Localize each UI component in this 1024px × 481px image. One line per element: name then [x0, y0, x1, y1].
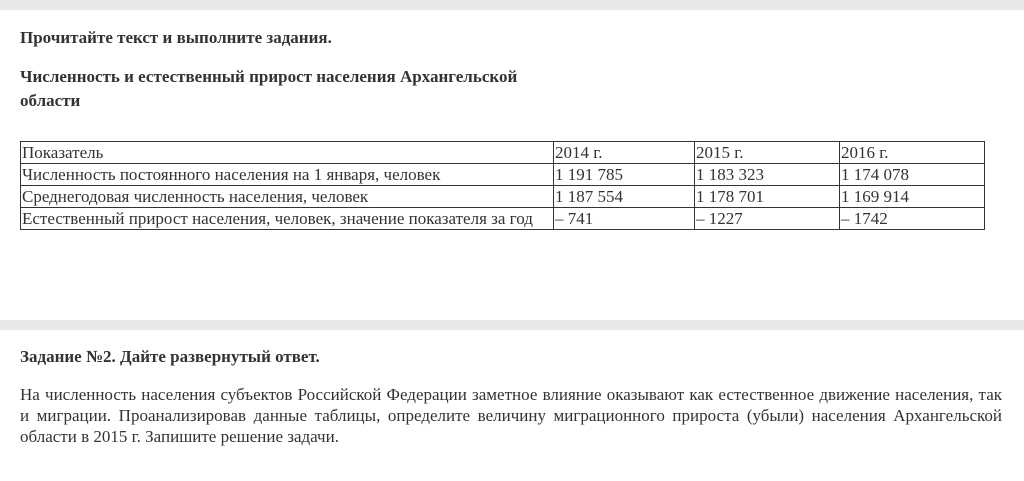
table-cell: – 1227 [695, 208, 840, 230]
row-label: Естественный прирост населения, человек, значение показателя за год [21, 208, 554, 230]
table-title: Численность и естественный прирост населения Архангельской области [20, 67, 518, 110]
table-cell: – 1742 [840, 208, 985, 230]
table-cell: 1 187 554 [554, 186, 695, 208]
table-cell: 1 191 785 [554, 164, 695, 186]
header-cell-2014: 2014 г. [554, 142, 695, 164]
header-cell-2015: 2015 г. [695, 142, 840, 164]
table-cell: 1 169 914 [840, 186, 985, 208]
task-title: Задание №2. Дайте развернутый ответ. [20, 347, 320, 366]
section-separator-band [0, 320, 1024, 330]
header-cell-2016: 2016 г. [840, 142, 985, 164]
table-row [21, 186, 985, 208]
table-row [21, 208, 985, 230]
task-text: На численность населения субъектов Российской Федерации заметное влияние оказывают как естественное движение населения, так и миграции. Проанализировав данные таблицы, определите величину миграционного прироста (убыли) населения Архангельской области в 2015 г. Запишите решение задачи. [20, 385, 1002, 446]
instruction-heading: Прочитайте текст и выполните задания. [20, 28, 332, 47]
table-cell: 1 174 078 [840, 164, 985, 186]
header-cell-indicator: Показатель [21, 142, 554, 164]
population-table [20, 141, 985, 230]
row-label: Среднегодовая численность населения, человек [21, 186, 554, 208]
row-label: Численность постоянного населения на 1 января, человек [21, 164, 554, 186]
table-cell: 1 183 323 [695, 164, 840, 186]
table-cell: 1 178 701 [695, 186, 840, 208]
table-row [21, 164, 985, 186]
table-header-row [21, 142, 985, 164]
table-cell: – 741 [554, 208, 695, 230]
top-separator-band [0, 0, 1024, 10]
